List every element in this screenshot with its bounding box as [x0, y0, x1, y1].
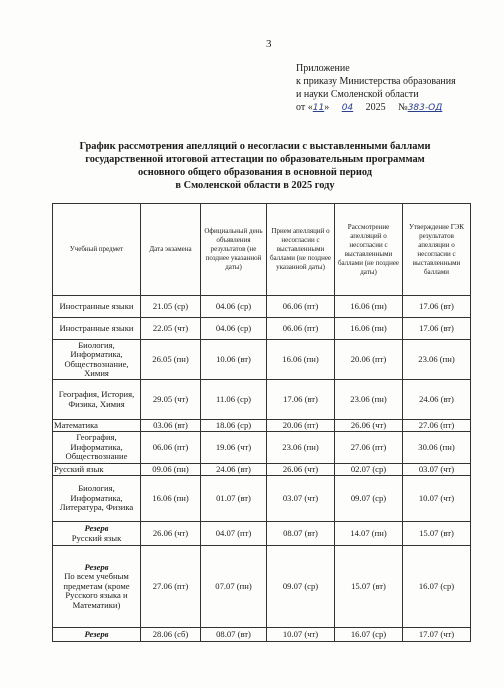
- table-row: [53, 628, 471, 642]
- approval-date-cell: 17.06 (вт): [403, 296, 471, 318]
- number-prefix: №: [398, 102, 408, 113]
- table-row: [53, 476, 471, 522]
- exam-date-cell: 29.05 (чт): [141, 380, 201, 420]
- subject-cell: Биология, Информатика, Литература, Физика: [53, 476, 141, 522]
- acceptance-date-cell: 26.06 (чт): [267, 464, 335, 476]
- review-date-cell: 26.06 (чт): [335, 420, 403, 432]
- header-subject: Учебный предмет: [53, 204, 141, 296]
- approval-date-cell: 17.07 (чт): [403, 628, 471, 642]
- acceptance-date-cell: 20.06 (пт): [267, 420, 335, 432]
- review-date-cell: 16.06 (пн): [335, 318, 403, 340]
- review-date-cell: 14.07 (пн): [335, 522, 403, 546]
- results-date-cell: 19.06 (чт): [201, 432, 267, 464]
- date-day: 11: [312, 103, 325, 113]
- date-prefix: от «: [296, 102, 313, 113]
- table-header-row: [53, 204, 471, 296]
- table-row: [53, 420, 471, 432]
- table-row: [53, 340, 471, 380]
- table-row: [53, 522, 471, 546]
- results-date-cell: 24.06 (вт): [201, 464, 267, 476]
- acceptance-date-cell: 08.07 (вт): [267, 522, 335, 546]
- subject-cell: Математика: [53, 420, 141, 432]
- approval-date-cell: 30.06 (пн): [403, 432, 471, 464]
- document-title: [40, 140, 470, 192]
- results-date-cell: 18.06 (ср): [201, 420, 267, 432]
- header-results-date: Официальный день объявления результатов (не позднее указанной даты): [201, 204, 267, 296]
- results-date-cell: 10.06 (вт): [201, 340, 267, 380]
- exam-date-cell: 16.06 (пн): [141, 476, 201, 522]
- table-row: [53, 380, 471, 420]
- date-mid: »: [324, 102, 330, 113]
- exam-date-cell: 21.05 (ср): [141, 296, 201, 318]
- acceptance-date-cell: 10.07 (чт): [267, 628, 335, 642]
- appendix-line-1: Приложение: [296, 63, 350, 74]
- review-date-cell: 27.06 (пт): [335, 432, 403, 464]
- approval-date-cell: 10.07 (чт): [403, 476, 471, 522]
- subject-cell: [53, 522, 141, 546]
- results-date-cell: 07.07 (пн): [201, 546, 267, 628]
- order-number: 383-ОД: [407, 103, 443, 113]
- review-date-cell: 23.06 (пн): [335, 380, 403, 420]
- approval-date-cell: 23.06 (пн): [403, 340, 471, 380]
- table-row: [53, 318, 471, 340]
- table-row: [53, 464, 471, 476]
- approval-date-cell: 15.07 (вт): [403, 522, 471, 546]
- reserve-label: Резерв: [84, 561, 109, 572]
- exam-date-cell: 22.05 (чт): [141, 318, 201, 340]
- approval-date-cell: 17.06 (вт): [403, 318, 471, 340]
- subject-cell: [53, 628, 141, 642]
- review-date-cell: 20.06 (пт): [335, 340, 403, 380]
- approval-date-cell: 16.07 (ср): [403, 546, 471, 628]
- results-date-cell: 01.07 (вт): [201, 476, 267, 522]
- review-date-cell: 16.07 (ср): [335, 628, 403, 642]
- appendix-line-2: к приказу Министерства образования: [296, 76, 456, 87]
- header-gek-approval: Утверждение ГЭК результатов апелляции о несогласии с выставленными баллами: [403, 204, 471, 296]
- approval-date-cell: 27.06 (пт): [403, 420, 471, 432]
- subject-cell: Биология, Информатика, Обществознание, Химия: [53, 340, 141, 380]
- results-date-cell: 04.07 (пт): [201, 522, 267, 546]
- acceptance-date-cell: 17.06 (вт): [267, 380, 335, 420]
- subject-text: Русский язык: [71, 532, 122, 543]
- title-line-3: основного общего образования в основной период: [137, 167, 373, 178]
- exam-date-cell: 28.06 (сб): [141, 628, 201, 642]
- page-number: 3: [266, 38, 272, 50]
- title-line-4: в Смоленской области в 2025 году: [175, 180, 335, 191]
- exam-date-cell: 09.06 (пн): [141, 464, 201, 476]
- header-appeal-review: Рассмотрение апелляций о несогласии с выставленными баллами (не позднее даты): [335, 204, 403, 296]
- header-exam-date: Дата экзамена: [141, 204, 201, 296]
- reserve-label: Резерв: [84, 523, 109, 534]
- subject-text: По всем учебным предметам (кроме Русского языка и Математики): [63, 571, 130, 610]
- results-date-cell: 08.07 (вт): [201, 628, 267, 642]
- table-row: [53, 296, 471, 318]
- title-line-2: государственной итоговой аттестации по образовательным программам: [85, 154, 425, 165]
- table-row: [53, 432, 471, 464]
- subject-cell: География, Информатика, Обществознание: [53, 432, 141, 464]
- review-date-cell: 02.07 (ср): [335, 464, 403, 476]
- review-date-cell: 15.07 (вт): [335, 546, 403, 628]
- subject-cell: Русский язык: [53, 464, 141, 476]
- exam-date-cell: 26.05 (пн): [141, 340, 201, 380]
- exam-date-cell: 03.06 (вт): [141, 420, 201, 432]
- results-date-cell: 11.06 (ср): [201, 380, 267, 420]
- title-line-1: График рассмотрения апелляций о несогласии с выставленными баллами: [79, 141, 431, 152]
- exam-date-cell: 27.06 (пт): [141, 546, 201, 628]
- approval-date-cell: 03.07 (чт): [403, 464, 471, 476]
- approval-date-cell: 24.06 (вт): [403, 380, 471, 420]
- subject-cell: Иностранные языки: [53, 296, 141, 318]
- date-year: 2025: [365, 102, 386, 113]
- appeals-schedule-table: [52, 203, 471, 642]
- acceptance-date-cell: 03.07 (чт): [267, 476, 335, 522]
- appendix-date-line: [296, 101, 456, 115]
- table-row: [53, 546, 471, 628]
- subject-cell: [53, 546, 141, 628]
- appendix-block: [296, 62, 456, 115]
- exam-date-cell: 26.06 (чт): [141, 522, 201, 546]
- results-date-cell: 04.06 (ср): [201, 296, 267, 318]
- subject-cell: География, История, Физика, Химия: [53, 380, 141, 420]
- acceptance-date-cell: 06.06 (пт): [267, 296, 335, 318]
- review-date-cell: 16.06 (пн): [335, 296, 403, 318]
- reserve-label: Резерв: [84, 628, 109, 639]
- acceptance-date-cell: 06.06 (пт): [267, 318, 335, 340]
- acceptance-date-cell: 16.06 (пн): [267, 340, 335, 380]
- exam-date-cell: 06.06 (пт): [141, 432, 201, 464]
- results-date-cell: 04.06 (ср): [201, 318, 267, 340]
- acceptance-date-cell: 09.07 (ср): [267, 546, 335, 628]
- appendix-line-3: и науки Смоленской области: [296, 89, 419, 100]
- acceptance-date-cell: 23.06 (пн): [267, 432, 335, 464]
- subject-cell: Иностранные языки: [53, 318, 141, 340]
- header-appeal-acceptance: Прием апелляций о несогласии с выставленными баллами (не позднее указанной даты): [267, 204, 335, 296]
- date-month: 04: [341, 103, 354, 113]
- review-date-cell: 09.07 (ср): [335, 476, 403, 522]
